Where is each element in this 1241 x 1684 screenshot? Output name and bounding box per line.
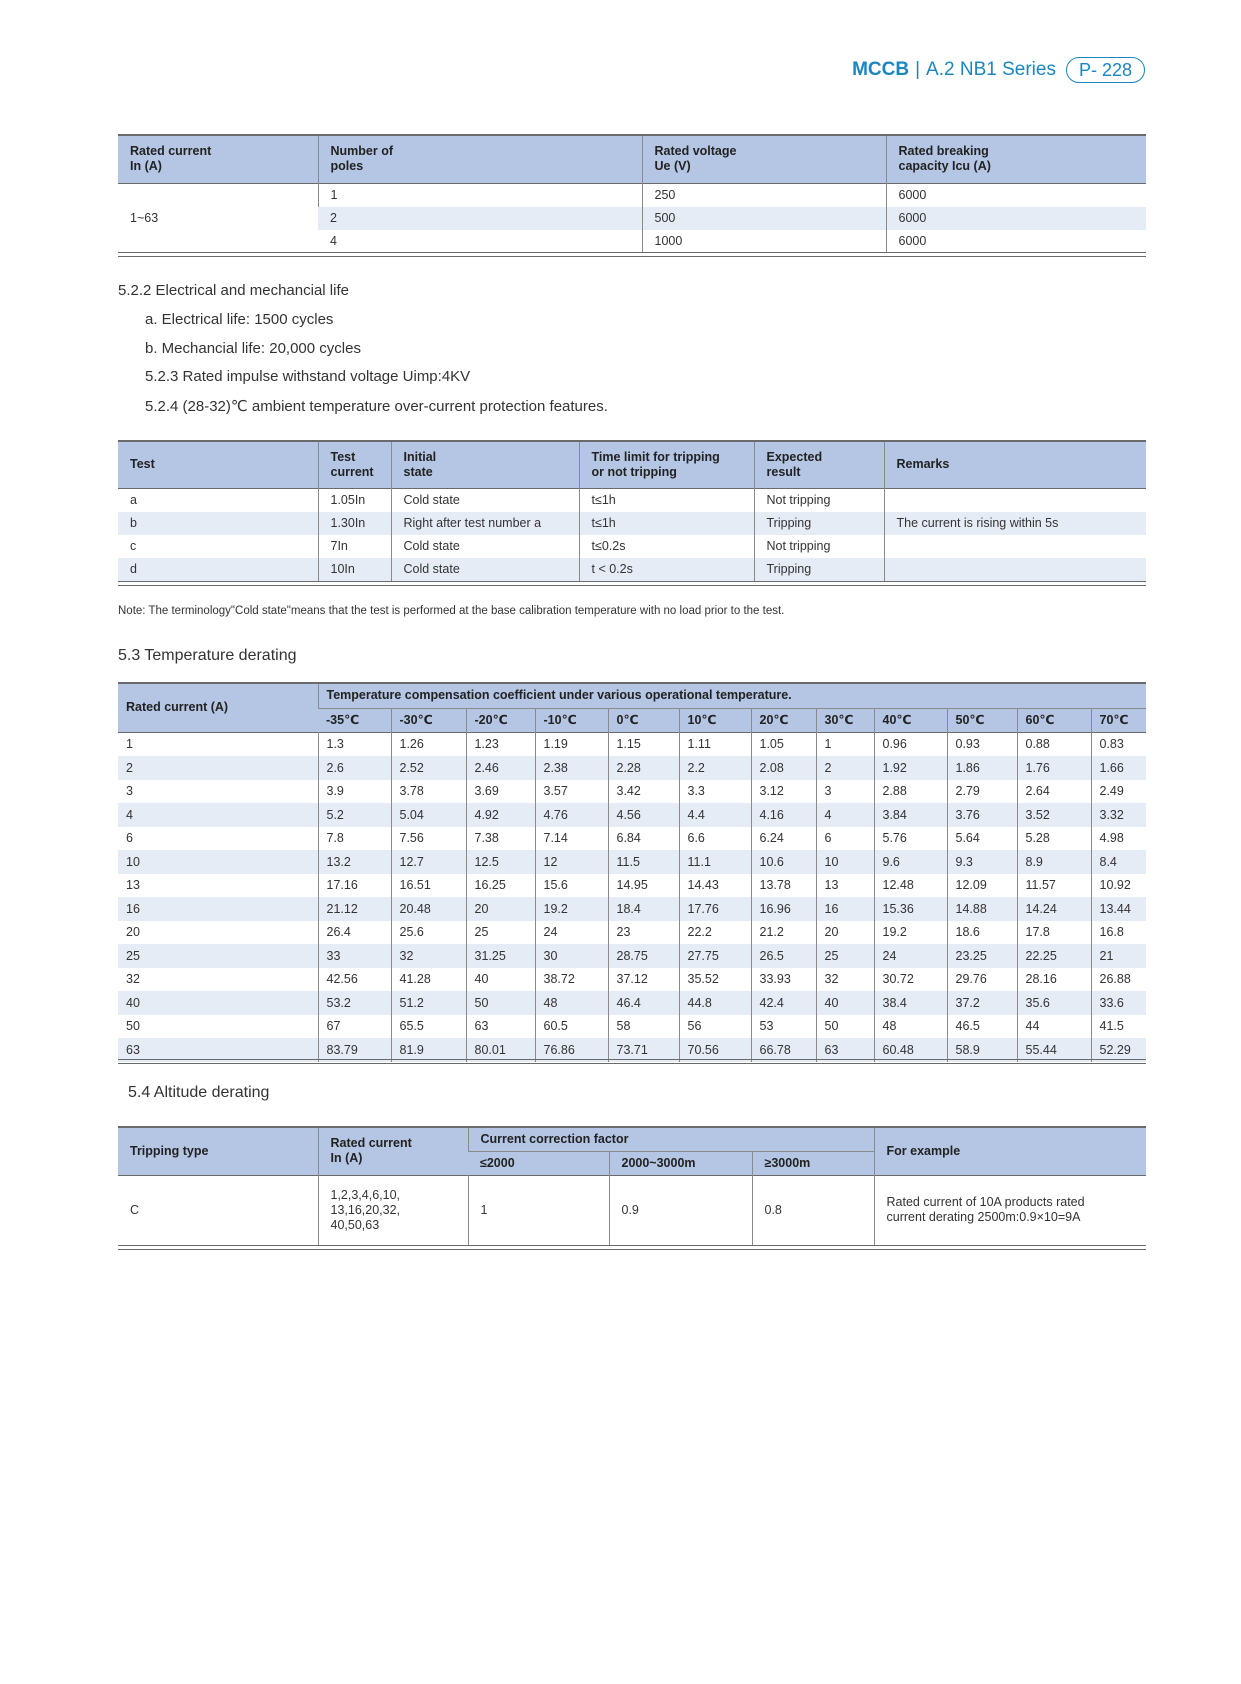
voltage-cell: 250 bbox=[642, 183, 886, 207]
coefficient-cell: 52.29 bbox=[1091, 1038, 1146, 1062]
coefficient-cell: 33.93 bbox=[751, 968, 816, 992]
coefficient-cell: 30.72 bbox=[874, 968, 947, 992]
coefficient-cell: 9.6 bbox=[874, 850, 947, 874]
section-5-3-heading: 5.3 Temperature derating bbox=[118, 647, 297, 664]
coefficient-cell: 4.4 bbox=[679, 803, 751, 827]
expected-result-cell: Tripping bbox=[754, 558, 884, 581]
rated-current-cell: 32 bbox=[126, 972, 140, 987]
factor-cell: 0.8 bbox=[752, 1175, 874, 1245]
electrical-life-text: a. Electrical life: 1500 cycles bbox=[145, 311, 334, 328]
coefficient-cell: 3.52 bbox=[1017, 803, 1091, 827]
header-separator: | bbox=[915, 59, 921, 80]
header-rated-current: Rated current In (A) bbox=[318, 1127, 468, 1175]
header-current-correction-factor: Current correction factor bbox=[468, 1127, 874, 1151]
coefficient-cell: 48 bbox=[874, 1015, 947, 1039]
table-end-rule bbox=[118, 1059, 1146, 1064]
test-current-cell: 10In bbox=[318, 558, 391, 581]
coefficient-cell: 1.15 bbox=[608, 732, 679, 756]
header-expected-result: Expected result bbox=[754, 441, 884, 488]
coefficient-cell: 26.5 bbox=[751, 944, 816, 968]
coefficient-cell: 6 bbox=[816, 827, 874, 851]
table-row bbox=[118, 874, 1146, 898]
header-altitude-2000-3000: 2000~3000m bbox=[609, 1151, 752, 1175]
header-temp: 50℃ bbox=[947, 708, 1017, 732]
page-header bbox=[852, 56, 1145, 84]
table-row bbox=[118, 827, 1146, 851]
coefficient-cell: 0.88 bbox=[1017, 732, 1091, 756]
section-5-2-4-text: 5.2.4 (28-32)℃ ambient temperature over-current protection features. bbox=[145, 398, 608, 415]
header-temp: -10℃ bbox=[535, 708, 608, 732]
table-row bbox=[118, 968, 1146, 992]
coefficient-cell: 33 bbox=[318, 944, 391, 968]
coefficient-cell: 4.56 bbox=[608, 803, 679, 827]
coefficient-cell: 65.5 bbox=[391, 1015, 466, 1039]
table-row bbox=[118, 732, 1146, 756]
rated-current-cell: 63 bbox=[118, 1038, 318, 1062]
coefficient-cell: 24 bbox=[535, 921, 608, 945]
coefficient-cell: 6.84 bbox=[608, 827, 679, 851]
coefficient-cell: 17.8 bbox=[1017, 921, 1091, 945]
coefficient-cell: 2.28 bbox=[608, 756, 679, 780]
coefficient-cell: 5.04 bbox=[391, 803, 466, 827]
coefficient-cell: 60.5 bbox=[535, 1015, 608, 1039]
header-temp: 0℃ bbox=[608, 708, 679, 732]
altitude-derating-table bbox=[118, 1126, 1146, 1245]
coefficient-cell: 14.88 bbox=[947, 897, 1017, 921]
header-for-example: For example bbox=[874, 1127, 1146, 1175]
coefficient-cell: 5.2 bbox=[318, 803, 391, 827]
coefficient-cell: 4.98 bbox=[1091, 827, 1146, 851]
coefficient-cell: 10 bbox=[816, 850, 874, 874]
rated-current-cell: 1 bbox=[126, 737, 133, 752]
coefficient-cell: 1.05 bbox=[751, 732, 816, 756]
coefficient-cell: 18.6 bbox=[947, 921, 1017, 945]
coefficient-cell: 38.72 bbox=[535, 968, 608, 992]
remarks-cell bbox=[884, 558, 1146, 581]
time-limit-cell: t≤1h bbox=[579, 488, 754, 512]
coefficient-cell: 0.96 bbox=[874, 732, 947, 756]
rated-current-cell: 25 bbox=[118, 944, 318, 968]
coefficient-cell: 41.5 bbox=[1091, 1015, 1146, 1039]
remarks-cell bbox=[884, 535, 1146, 558]
coefficient-cell: 16.51 bbox=[391, 874, 466, 898]
test-current-cell: 1.05In bbox=[318, 488, 391, 512]
coefficient-cell: 6.6 bbox=[679, 827, 751, 851]
example-cell: Rated current of 10A products rated current derating 2500m:0.9×10=9A bbox=[874, 1175, 1146, 1245]
coefficient-cell: 53.2 bbox=[318, 991, 391, 1015]
header-remarks: Remarks bbox=[884, 441, 1146, 488]
coefficient-cell: 2.64 bbox=[1017, 780, 1091, 804]
time-limit-cell: t < 0.2s bbox=[579, 558, 754, 581]
coefficient-cell: 2.49 bbox=[1091, 780, 1146, 804]
coefficient-cell: 11.57 bbox=[1017, 874, 1091, 898]
coefficient-cell: 1.76 bbox=[1017, 756, 1091, 780]
coefficient-cell: 31.25 bbox=[466, 944, 535, 968]
coefficient-cell: 46.5 bbox=[947, 1015, 1017, 1039]
coefficient-cell: 1.11 bbox=[679, 732, 751, 756]
coefficient-cell: 7.14 bbox=[535, 827, 608, 851]
coefficient-cell: 22.25 bbox=[1017, 944, 1091, 968]
coefficient-cell: 1.23 bbox=[466, 732, 535, 756]
coefficient-cell: 56 bbox=[679, 1015, 751, 1039]
coefficient-cell: 2 bbox=[816, 756, 874, 780]
coefficient-cell: 70.56 bbox=[679, 1038, 751, 1062]
coefficient-cell: 8.4 bbox=[1091, 850, 1146, 874]
section-5-4-heading: 5.4 Altitude derating bbox=[128, 1084, 270, 1101]
coefficient-cell: 11.1 bbox=[679, 850, 751, 874]
table-row bbox=[118, 991, 1146, 1015]
coefficient-cell: 25.6 bbox=[391, 921, 466, 945]
coefficient-cell: 37.2 bbox=[947, 991, 1017, 1015]
table-row bbox=[118, 780, 1146, 804]
coefficient-cell: 3.9 bbox=[318, 780, 391, 804]
coefficient-cell: 5.28 bbox=[1017, 827, 1091, 851]
coefficient-cell: 27.75 bbox=[679, 944, 751, 968]
coefficient-cell: 2.52 bbox=[391, 756, 466, 780]
coefficient-cell: 12.48 bbox=[874, 874, 947, 898]
coefficient-cell: 17.16 bbox=[318, 874, 391, 898]
rated-breaking-table bbox=[118, 134, 1146, 253]
coefficient-cell: 20 bbox=[466, 897, 535, 921]
section-5-2-3-text: 5.2.3 Rated impulse withstand voltage Uimp:4KV bbox=[145, 368, 471, 385]
header-altitude-le-2000: ≤2000 bbox=[468, 1151, 609, 1175]
coefficient-cell: 26.88 bbox=[1091, 968, 1146, 992]
coefficient-cell: 48 bbox=[535, 991, 608, 1015]
coefficient-cell: 1.86 bbox=[947, 756, 1017, 780]
expected-result-cell: Not tripping bbox=[754, 535, 884, 558]
coefficient-cell: 19.2 bbox=[874, 921, 947, 945]
coefficient-cell: 11.5 bbox=[608, 850, 679, 874]
header-rated-current: Rated current (A) bbox=[118, 683, 318, 732]
capacity-cell: 6000 bbox=[886, 230, 1146, 253]
coefficient-cell: 16 bbox=[816, 897, 874, 921]
coefficient-cell: 1.19 bbox=[535, 732, 608, 756]
coefficient-cell: 15.6 bbox=[535, 874, 608, 898]
voltage-cell: 1000 bbox=[642, 230, 886, 253]
header-temp: 30℃ bbox=[816, 708, 874, 732]
test-id-cell: a bbox=[130, 493, 137, 507]
initial-state-cell: Cold state bbox=[391, 535, 579, 558]
coefficient-cell: 38.4 bbox=[874, 991, 947, 1015]
coefficient-cell: 80.01 bbox=[466, 1038, 535, 1062]
brand-label: MCCB bbox=[852, 59, 910, 80]
header-compensation-coefficient: Temperature compensation coefficient under various operational temperature. bbox=[318, 683, 1146, 708]
header-breaking-capacity: Rated breaking capacity Icu (A) bbox=[886, 135, 1146, 183]
coefficient-cell: 44 bbox=[1017, 1015, 1091, 1039]
coefficient-cell: 50 bbox=[816, 1015, 874, 1039]
test-id-cell: b bbox=[118, 512, 318, 535]
coefficient-cell: 67 bbox=[318, 1015, 391, 1039]
coefficient-cell: 32 bbox=[391, 944, 466, 968]
header-temp: 70℃ bbox=[1091, 708, 1146, 732]
coefficient-cell: 23.25 bbox=[947, 944, 1017, 968]
table-row bbox=[118, 944, 1146, 968]
test-id-cell: d bbox=[118, 558, 318, 581]
header-number-of-poles: Number of poles bbox=[318, 135, 642, 183]
table-end-rule bbox=[118, 1245, 1146, 1250]
initial-state-cell: Cold state bbox=[391, 558, 579, 581]
header-temp: 20℃ bbox=[751, 708, 816, 732]
table-row bbox=[118, 558, 1146, 581]
coefficient-cell: 1.92 bbox=[874, 756, 947, 780]
table-row bbox=[118, 183, 1146, 207]
table-row bbox=[118, 512, 1146, 535]
coefficient-cell: 10.6 bbox=[751, 850, 816, 874]
coefficient-cell: 4 bbox=[816, 803, 874, 827]
coefficient-cell: 40 bbox=[466, 968, 535, 992]
coefficient-cell: 3.57 bbox=[535, 780, 608, 804]
poles-cell: 2 bbox=[318, 207, 642, 230]
coefficient-cell: 3.12 bbox=[751, 780, 816, 804]
header-temp: -35℃ bbox=[318, 708, 391, 732]
coefficient-cell: 20.48 bbox=[391, 897, 466, 921]
coefficient-cell: 13 bbox=[816, 874, 874, 898]
coefficient-cell: 1 bbox=[816, 732, 874, 756]
coefficient-cell: 40 bbox=[816, 991, 874, 1015]
table-row bbox=[118, 850, 1146, 874]
rated-current-cell: 1,2,3,4,6,10, 13,16,20,32, 40,50,63 bbox=[318, 1175, 468, 1245]
coefficient-cell: 29.76 bbox=[947, 968, 1017, 992]
coefficient-cell: 46.4 bbox=[608, 991, 679, 1015]
coefficient-cell: 6.24 bbox=[751, 827, 816, 851]
coefficient-cell: 0.93 bbox=[947, 732, 1017, 756]
coefficient-cell: 4.76 bbox=[535, 803, 608, 827]
rated-current-cell: 3 bbox=[126, 784, 133, 799]
capacity-cell: 6000 bbox=[886, 183, 1146, 207]
rated-current-cell: 50 bbox=[126, 1019, 140, 1034]
coefficient-cell: 60.48 bbox=[874, 1038, 947, 1062]
rated-current-cell: 4 bbox=[118, 803, 318, 827]
coefficient-cell: 8.9 bbox=[1017, 850, 1091, 874]
remarks-cell bbox=[884, 488, 1146, 512]
coefficient-cell: 41.28 bbox=[391, 968, 466, 992]
table-end-rule bbox=[118, 252, 1146, 257]
coefficient-cell: 2.08 bbox=[751, 756, 816, 780]
table-row bbox=[118, 756, 1146, 780]
coefficient-cell: 50 bbox=[466, 991, 535, 1015]
expected-result-cell: Not tripping bbox=[754, 488, 884, 512]
time-limit-cell: t≤1h bbox=[579, 512, 754, 535]
coefficient-cell: 55.44 bbox=[1017, 1038, 1091, 1062]
coefficient-cell: 28.75 bbox=[608, 944, 679, 968]
header-tripping-type: Tripping type bbox=[118, 1127, 318, 1175]
test-id-cell: c bbox=[130, 539, 137, 553]
coefficient-cell: 3.76 bbox=[947, 803, 1017, 827]
header-temp: -30℃ bbox=[391, 708, 466, 732]
voltage-cell: 500 bbox=[642, 207, 886, 230]
coefficient-cell: 63 bbox=[816, 1038, 874, 1062]
coefficient-cell: 28.16 bbox=[1017, 968, 1091, 992]
series-label: A.2 NB1 Series bbox=[926, 59, 1056, 80]
factor-cell: 1 bbox=[468, 1175, 609, 1245]
coefficient-cell: 19.2 bbox=[535, 897, 608, 921]
coefficient-cell: 26.4 bbox=[318, 921, 391, 945]
coefficient-cell: 2.46 bbox=[466, 756, 535, 780]
initial-state-cell: Right after test number a bbox=[391, 512, 579, 535]
mechanical-life-text: b. Mechancial life: 20,000 cycles bbox=[145, 340, 361, 357]
factor-cell: 0.9 bbox=[609, 1175, 752, 1245]
coefficient-cell: 21 bbox=[1091, 944, 1146, 968]
coefficient-cell: 13.78 bbox=[751, 874, 816, 898]
table-end-rule bbox=[118, 581, 1146, 586]
header-temp: -20℃ bbox=[466, 708, 535, 732]
coefficient-cell: 73.71 bbox=[608, 1038, 679, 1062]
coefficient-cell: 1.66 bbox=[1091, 756, 1146, 780]
rated-current-cell: 13 bbox=[126, 878, 140, 893]
table-row bbox=[118, 921, 1146, 945]
header-test: Test bbox=[118, 441, 318, 488]
coefficient-cell: 58.9 bbox=[947, 1038, 1017, 1062]
rated-current-cell: 1~63 bbox=[118, 183, 318, 253]
expected-result-cell: Tripping bbox=[754, 512, 884, 535]
table-row bbox=[118, 1175, 1146, 1245]
time-limit-cell: t≤0.2s bbox=[579, 535, 754, 558]
table-row bbox=[118, 803, 1146, 827]
rated-current-cell: 2 bbox=[118, 756, 318, 780]
coefficient-cell: 81.9 bbox=[391, 1038, 466, 1062]
rated-current-cell: 16 bbox=[118, 897, 318, 921]
rated-current-cell: 10 bbox=[118, 850, 318, 874]
rated-current-cell: 20 bbox=[126, 925, 140, 940]
coefficient-cell: 7.56 bbox=[391, 827, 466, 851]
coefficient-cell: 23 bbox=[608, 921, 679, 945]
header-altitude-ge-3000: ≥3000m bbox=[752, 1151, 874, 1175]
coefficient-cell: 14.95 bbox=[608, 874, 679, 898]
header-temp: 10℃ bbox=[679, 708, 751, 732]
coefficient-cell: 14.24 bbox=[1017, 897, 1091, 921]
coefficient-cell: 76.86 bbox=[535, 1038, 608, 1062]
coefficient-cell: 15.36 bbox=[874, 897, 947, 921]
coefficient-cell: 18.4 bbox=[608, 897, 679, 921]
tripping-type-cell: C bbox=[130, 1203, 140, 1217]
coefficient-cell: 12.7 bbox=[391, 850, 466, 874]
table-row bbox=[118, 1038, 1146, 1062]
coefficient-cell: 32 bbox=[816, 968, 874, 992]
coefficient-cell: 9.3 bbox=[947, 850, 1017, 874]
section-5-2-2-heading: 5.2.2 Electrical and mechancial life bbox=[118, 282, 349, 299]
coefficient-cell: 2.2 bbox=[679, 756, 751, 780]
coefficient-cell: 5.76 bbox=[874, 827, 947, 851]
temperature-derating-table bbox=[118, 682, 1146, 1062]
coefficient-cell: 58 bbox=[608, 1015, 679, 1039]
coefficient-cell: 0.83 bbox=[1091, 732, 1146, 756]
poles-cell: 4 bbox=[330, 234, 337, 248]
table-row bbox=[118, 535, 1146, 558]
coefficient-cell: 25 bbox=[816, 944, 874, 968]
coefficient-cell: 2.79 bbox=[947, 780, 1017, 804]
header-time-limit: Time limit for tripping or not tripping bbox=[579, 441, 754, 488]
coefficient-cell: 20 bbox=[816, 921, 874, 945]
table-row bbox=[118, 488, 1146, 512]
coefficient-cell: 42.4 bbox=[751, 991, 816, 1015]
coefficient-cell: 37.12 bbox=[608, 968, 679, 992]
coefficient-cell: 7.38 bbox=[466, 827, 535, 851]
coefficient-cell: 3.42 bbox=[608, 780, 679, 804]
page-number-badge: P- 228 bbox=[1066, 57, 1145, 83]
overcurrent-protection-table bbox=[118, 440, 1146, 581]
coefficient-cell: 66.78 bbox=[751, 1038, 816, 1062]
coefficient-cell: 83.79 bbox=[318, 1038, 391, 1062]
coefficient-cell: 3.69 bbox=[466, 780, 535, 804]
header-test-current: Test current bbox=[318, 441, 391, 488]
coefficient-cell: 12.5 bbox=[466, 850, 535, 874]
coefficient-cell: 5.64 bbox=[947, 827, 1017, 851]
coefficient-cell: 1.26 bbox=[391, 732, 466, 756]
table-row bbox=[118, 1015, 1146, 1039]
coefficient-cell: 21.2 bbox=[751, 921, 816, 945]
coefficient-cell: 42.56 bbox=[318, 968, 391, 992]
coefficient-cell: 3.32 bbox=[1091, 803, 1146, 827]
coefficient-cell: 35.52 bbox=[679, 968, 751, 992]
coefficient-cell: 4.92 bbox=[466, 803, 535, 827]
poles-cell: 1 bbox=[318, 183, 642, 207]
header-temp: 60℃ bbox=[1017, 708, 1091, 732]
coefficient-cell: 1.3 bbox=[318, 732, 391, 756]
coefficient-cell: 25 bbox=[466, 921, 535, 945]
coefficient-cell: 10.92 bbox=[1091, 874, 1146, 898]
coefficient-cell: 4.16 bbox=[751, 803, 816, 827]
coefficient-cell: 44.8 bbox=[679, 991, 751, 1015]
coefficient-cell: 14.43 bbox=[679, 874, 751, 898]
coefficient-cell: 16.8 bbox=[1091, 921, 1146, 945]
coefficient-cell: 17.76 bbox=[679, 897, 751, 921]
rated-current-cell: 40 bbox=[118, 991, 318, 1015]
coefficient-cell: 33.6 bbox=[1091, 991, 1146, 1015]
coefficient-cell: 2.6 bbox=[318, 756, 391, 780]
coefficient-cell: 30 bbox=[535, 944, 608, 968]
coefficient-cell: 2.88 bbox=[874, 780, 947, 804]
coefficient-cell: 12 bbox=[535, 850, 608, 874]
header-temp: 40℃ bbox=[874, 708, 947, 732]
coefficient-cell: 7.8 bbox=[318, 827, 391, 851]
test-current-cell: 7In bbox=[318, 535, 391, 558]
initial-state-cell: Cold state bbox=[391, 488, 579, 512]
coefficient-cell: 13.44 bbox=[1091, 897, 1146, 921]
remarks-cell: The current is rising within 5s bbox=[884, 512, 1146, 535]
coefficient-cell: 3.84 bbox=[874, 803, 947, 827]
coefficient-cell: 3.78 bbox=[391, 780, 466, 804]
cold-state-note: Note: The terminology"Cold state"means that the test is performed at the base calibration temperature with no load prior to the test. bbox=[118, 605, 785, 617]
coefficient-cell: 2.38 bbox=[535, 756, 608, 780]
capacity-cell: 6000 bbox=[886, 207, 1146, 230]
coefficient-cell: 53 bbox=[751, 1015, 816, 1039]
coefficient-cell: 21.12 bbox=[318, 897, 391, 921]
coefficient-cell: 16.25 bbox=[466, 874, 535, 898]
coefficient-cell: 3 bbox=[816, 780, 874, 804]
header-rated-current: Rated current In (A) bbox=[118, 135, 318, 183]
test-current-cell: 1.30In bbox=[318, 512, 391, 535]
coefficient-cell: 3.3 bbox=[679, 780, 751, 804]
header-initial-state: Initial state bbox=[391, 441, 579, 488]
coefficient-cell: 22.2 bbox=[679, 921, 751, 945]
coefficient-cell: 24 bbox=[874, 944, 947, 968]
header-rated-voltage: Rated voltage Ue (V) bbox=[642, 135, 886, 183]
coefficient-cell: 63 bbox=[466, 1015, 535, 1039]
rated-current-cell: 6 bbox=[126, 831, 133, 846]
coefficient-cell: 35.6 bbox=[1017, 991, 1091, 1015]
table-row bbox=[118, 897, 1146, 921]
coefficient-cell: 51.2 bbox=[391, 991, 466, 1015]
coefficient-cell: 12.09 bbox=[947, 874, 1017, 898]
coefficient-cell: 16.96 bbox=[751, 897, 816, 921]
coefficient-cell: 13.2 bbox=[318, 850, 391, 874]
